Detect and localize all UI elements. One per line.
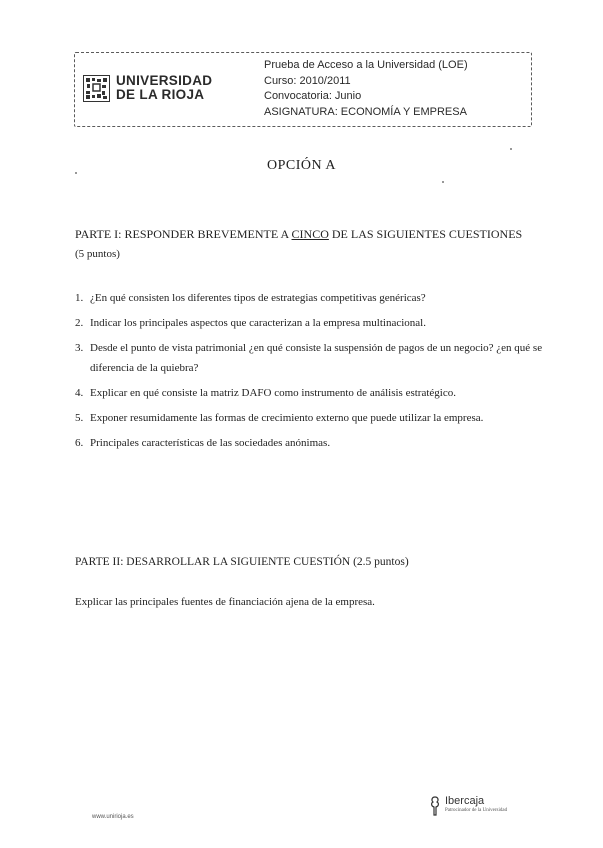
question-item [75,433,545,453]
question-number: 6. [75,437,84,449]
part1-heading-after: DE LAS SIGUIENTES CUESTIONES [328,227,523,241]
part1-heading [75,227,522,242]
question-number: 1. [75,292,84,304]
exam-course: Curso: 2010/2011 [264,74,351,87]
university-seal-icon [83,75,110,102]
sponsor-logo [428,795,507,817]
part1-heading-underlined: CINCO [291,227,329,241]
scan-speck [510,148,512,150]
university-name [116,74,212,102]
part1-heading-before: PARTE I: RESPONDER BREVEMENTE A [75,227,292,241]
university-name-line1: UNIVERSIDAD [116,73,213,88]
question-item [75,338,545,378]
footer-website: www.unirioja.es [92,814,134,820]
sponsor-tagline: Patrocinador de la Universidad [445,808,508,813]
question-text: Explicar en qué consiste la matriz DAFO como instrumento de análisis estratégico. [90,387,456,399]
university-name-line2: DE LA RIOJA [116,87,205,102]
question-item [75,383,545,403]
part2-question: Explicar las principales fuentes de financiación ajena de la empresa. [75,596,375,608]
question-text: Indicar los principales aspectos que caracterizan a la empresa multinacional. [90,317,426,329]
question-item [75,313,545,333]
part1-points: (5 puntos) [75,248,120,260]
question-number: 3. [75,342,84,354]
question-item [75,408,545,428]
exam-info [264,58,468,120]
exam-subject: ASIGNATURA: ECONOMÍA Y EMPRESA [264,105,467,118]
ibercaja-logo-icon [428,795,442,817]
option-title: OPCIÓN A [267,158,336,173]
exam-session: Convocatoria: Junio [264,90,362,102]
question-item [75,288,545,308]
question-list [75,288,545,458]
question-number: 2. [75,317,84,329]
question-text: ¿En qué consisten los diferentes tipos de estrategias competitivas genéricas? [90,292,426,304]
question-number: 5. [75,412,84,424]
university-logo [83,74,212,102]
question-text: Exponer resumidamente las formas de crecimiento externo que puede utilizar la empresa. [90,412,484,424]
question-text: Desde el punto de vista patrimonial ¿en qué consiste la suspensión de pagos de un negocio? ¿en qué se diferencia de la quiebra? [90,342,543,374]
exam-title: Prueba de Acceso a la Universidad (LOE) [264,59,468,71]
question-text: Principales características de las sociedades anónimas. [90,437,331,449]
sponsor-name: Ibercaja [445,795,485,807]
part2-heading: PARTE II: DESARROLLAR LA SIGUIENTE CUESTIÓN (2.5 puntos) [75,556,409,568]
scan-speck [75,172,77,174]
question-number: 4. [75,387,84,399]
scan-speck [442,181,444,183]
